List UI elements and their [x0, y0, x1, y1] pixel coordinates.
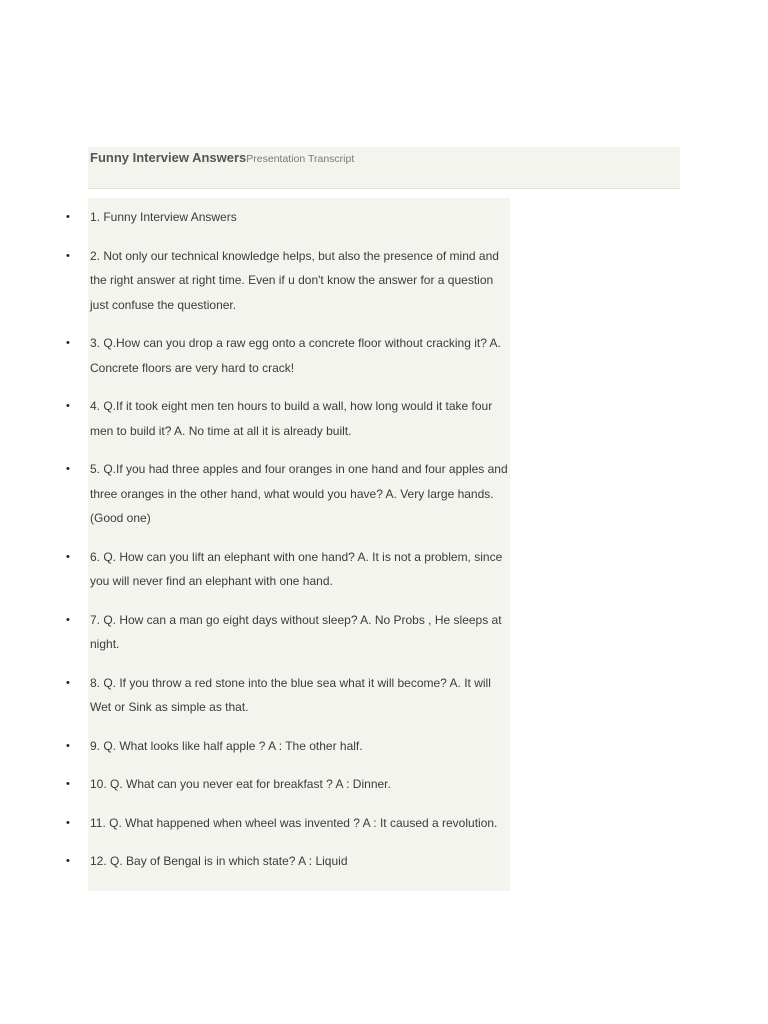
transcript-item-text: 12. Q. Bay of Bengal is in which state? A : Liquid: [90, 854, 348, 868]
bullet-icon: •: [66, 211, 70, 223]
transcript-item-text: 11. Q. What happened when wheel was invented ? A : It caused a revolution.: [90, 815, 498, 830]
transcript-item-text: 10. Q. What can you never eat for breakfast ? A : Dinner.: [90, 777, 391, 791]
bullet-icon: •: [66, 463, 70, 475]
bullet-icon: •: [66, 337, 70, 349]
transcript-item-1: [66, 205, 510, 230]
transcript-item-11: [66, 811, 510, 836]
transcript-item-text: 2. Not only our technical knowledge helps, but also the presence of mind and the right answer at right time. Even if u don't know the answer for a question just confuse the questioner.: [90, 248, 499, 312]
bullet-icon: •: [66, 816, 70, 829]
transcript-item-9: [66, 734, 510, 759]
transcript-item-text: 7. Q. How can a man go eight days without sleep? A. No Probs , He sleeps at night.: [90, 612, 502, 651]
transcript-item-text: 6. Q. How can you lift an elephant with one hand? A. It is not a problem, since you will never find an elephant with one hand.: [90, 549, 503, 588]
transcript-item-12: [66, 849, 510, 874]
bullet-icon: •: [66, 400, 70, 412]
transcript-item-text: 1. Funny Interview Answers: [90, 210, 237, 224]
bullet-icon: •: [66, 249, 70, 262]
bullet-icon: •: [66, 778, 70, 790]
transcript-item-2: [66, 244, 510, 318]
page-subtitle: Presentation Transcript: [246, 153, 355, 165]
transcript-item-7: [66, 608, 510, 657]
bullet-icon: •: [66, 613, 70, 626]
bullet-icon: •: [66, 739, 70, 752]
transcript-item-6: [66, 545, 510, 594]
transcript-header: [88, 147, 680, 189]
bullet-icon: •: [66, 550, 70, 563]
transcript-item-text: 3. Q.How can you drop a raw egg onto a concrete floor without cracking it? A. Concrete floors are very hard to crack!: [90, 336, 501, 375]
header-text: [90, 149, 354, 167]
transcript-item-4: [66, 394, 510, 443]
transcript-list: [66, 205, 510, 888]
transcript-item-text: 8. Q. If you throw a red stone into the blue sea what it will become? A. It will Wet or Sink as simple as that.: [90, 675, 491, 714]
transcript-item-5: [66, 457, 510, 531]
bullet-icon: •: [66, 855, 70, 867]
transcript-item-8: [66, 671, 510, 720]
page-title: Funny Interview Answers: [90, 150, 247, 165]
transcript-item-10: [66, 772, 510, 797]
transcript-item-text: 5. Q.If you had three apples and four oranges in one hand and four apples and three oranges in the other hand, what would you have? A. Very large hands.(Good one): [90, 462, 508, 525]
bullet-icon: •: [66, 676, 70, 689]
transcript-item-text: 4. Q.If it took eight men ten hours to build a wall, how long would it take four men to build it? A. No time at all it is already built.: [90, 399, 493, 438]
transcript-item-text: 9. Q. What looks like half apple ? A : The other half.: [90, 738, 363, 753]
transcript-item-3: [66, 331, 510, 380]
